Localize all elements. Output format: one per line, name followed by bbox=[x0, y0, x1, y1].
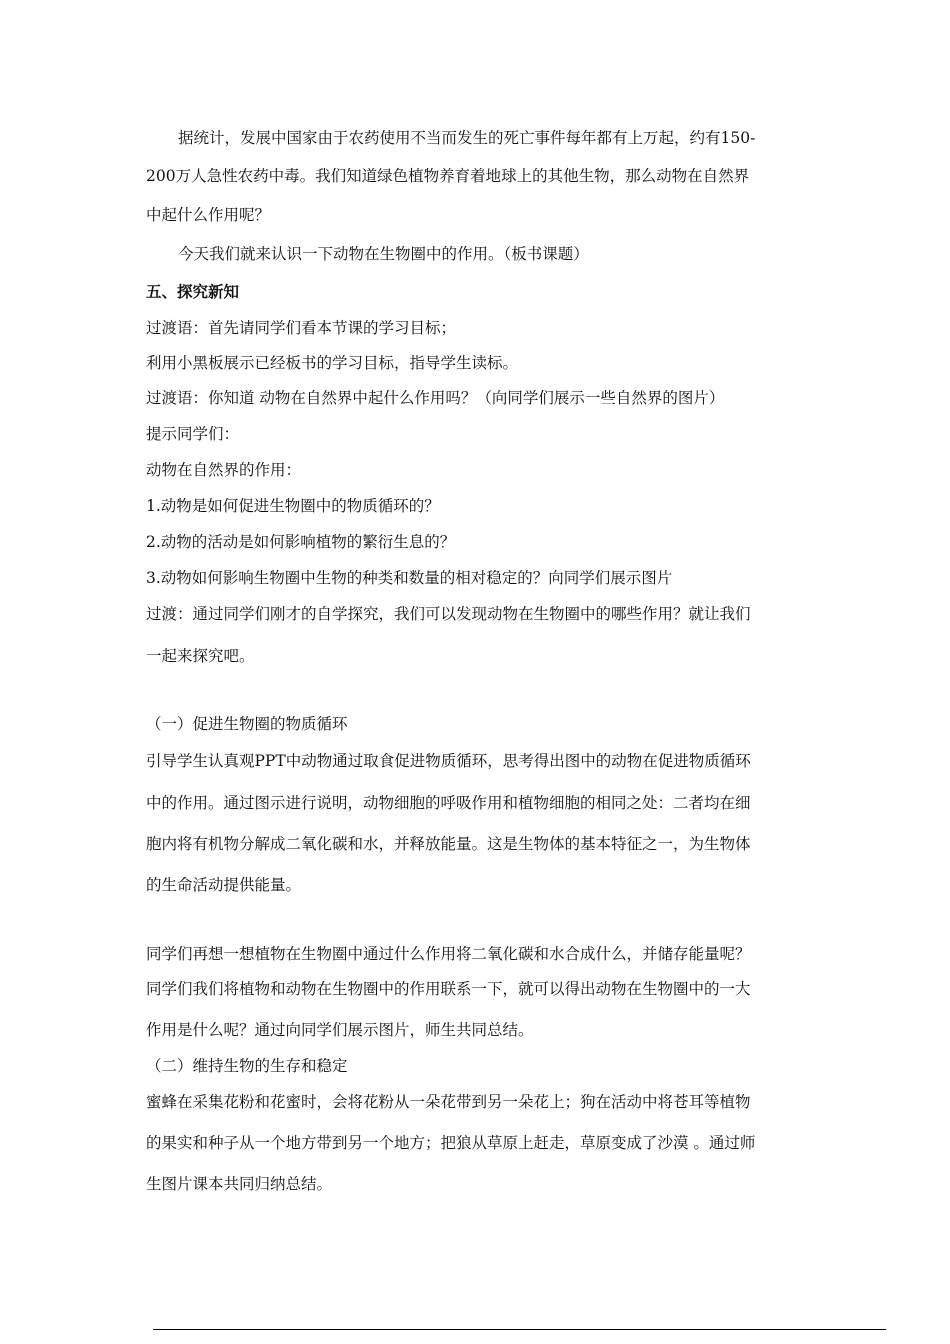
list-item: 2.动物的活动是如何影响植物的繁衍生息的？ bbox=[146, 533, 456, 551]
footer-divider bbox=[153, 1329, 886, 1330]
paragraph-line: 的果实和种子从一个地方带到另一个地方；把狼从草原上赶走，草原变成了沙漠 。通过师 bbox=[146, 1134, 756, 1152]
paragraph-line: 同学们再想一想植物在生物圈中通过什么作用将二氧化碳和水合成什么，并储存能量呢？ bbox=[146, 945, 751, 963]
paragraph-line: 中起什么作用呢？ bbox=[146, 206, 271, 224]
paragraph-line: 中的作用。通过图示进行说明，动物细胞的呼吸作用和植物细胞的相同之处：二者均在细 bbox=[146, 794, 751, 812]
paragraph-line: 胞内将有机物分解成二氧化碳和水，并释放能量。这是生物体的基本特征之一，为生物体 bbox=[146, 835, 751, 853]
paragraph-line: 过渡语：首先请同学们看本节课的学习目标； bbox=[146, 319, 457, 337]
list-item: 1.动物是如何促进生物圈中的物质循环的？ bbox=[146, 497, 440, 515]
section-heading: 五、探究新知 bbox=[146, 283, 240, 301]
subsection-heading: （一）促进生物圈的物质循环 bbox=[146, 715, 348, 733]
paragraph-line: 蜜蜂在采集花粉和花蜜时，会将花粉从一朵花带到另一朵花上；狗在活动中将苍耳等植物 bbox=[146, 1093, 751, 1111]
paragraph-line: 生图片课本共同归纳总结。 bbox=[146, 1175, 333, 1193]
paragraph-line: 过渡：通过同学们刚才的自学探究，我们可以发现动物在生物圈中的哪些作用？就让我们 bbox=[146, 605, 751, 623]
subsection-heading: （二）维持生物的生存和稳定 bbox=[146, 1057, 348, 1075]
paragraph-line: 的生命活动提供能量。 bbox=[146, 876, 302, 894]
paragraph-line: 据统计，发展中国家由于农药使用不当而发生的死亡事件每年都有上万起，约有150- bbox=[178, 129, 756, 147]
paragraph-line: 动物在自然界的作用： bbox=[146, 461, 302, 479]
paragraph-line: 过渡语：你知道 动物在自然界中起什么作用吗？（向同学们展示一些自然界的图片） bbox=[146, 389, 725, 407]
paragraph-line: 今天我们就来认识一下动物在生物圈中的作用。（板书课题） bbox=[178, 245, 589, 263]
paragraph-line: 同学们我们将植物和动物在生物圈中的作用联系一下，就可以得出动物在生物圈中的一大 bbox=[146, 980, 751, 998]
list-item: 3.动物如何影响生物圈中生物的种类和数量的相对稳定的？向同学们展示图片 bbox=[146, 569, 673, 587]
paragraph-line: 引导学生认真观PPT中动物通过取食促进物质循环，思考得出图中的动物在促进物质循环 bbox=[146, 752, 751, 770]
paragraph-line: 一起来探究吧。 bbox=[146, 647, 255, 665]
paragraph-line: 利用小黑板展示已经板书的学习目标，指导学生读标。 bbox=[146, 354, 519, 372]
paragraph-line: 提示同学们： bbox=[146, 425, 240, 443]
paragraph-line: 200万人急性农药中毒。我们知道绿色植物养育着地球上的其他生物，那么动物在自然界 bbox=[146, 167, 750, 185]
paragraph-line: 作用是什么呢？通过向同学们展示图片，师生共同总结。 bbox=[146, 1021, 534, 1039]
